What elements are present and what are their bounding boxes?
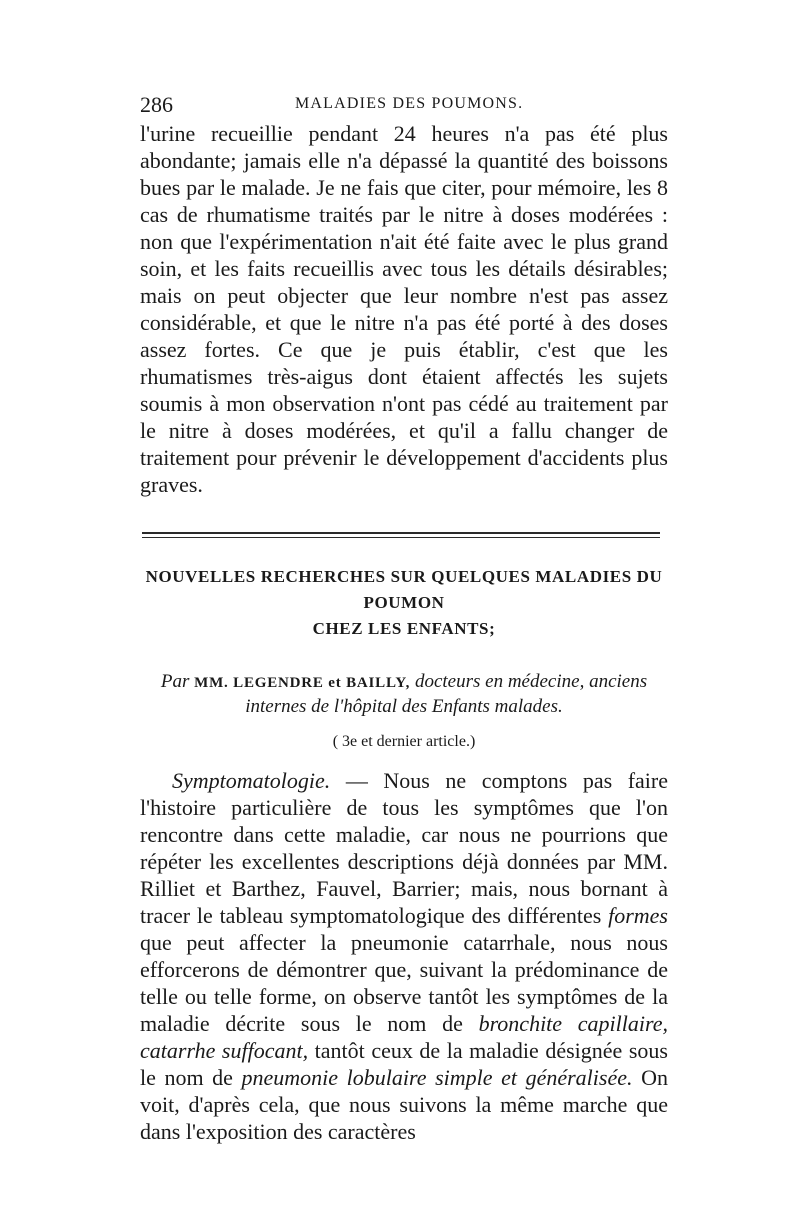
- italic-pneumonie-lobulaire: pneumonie lobulaire simple et généralisée.: [241, 1065, 633, 1090]
- paragraph-urine-results: l'urine recueillie pendant 24 heures n'a pas été plus abondante; jamais elle n'a dépassé la quantité des boissons bues par le malade. Je ne fais que citer, pour mémoire, les 8 cas de rhumatisme traités par le nitre à doses modérées : non que l'expérimentation n'ait été faite avec le plus grand soin, et les faits recueillis avec tous les détails désirables; mais on peut objecter que leur nombre n'est pas assez considérable, et que le nitre n'a pas été porté à des doses assez fortes. Ce que je puis établir, c'est que les rhumatismes très-aigus dont étaient affectés les sujets soumis à mon observation n'ont pas cédé au traitement par le nitre à doses modérées, et qu'il a fallu changer de traitement pour prévenir le développement d'accidents plus graves.: [140, 121, 668, 497]
- running-header: [140, 92, 668, 120]
- article-title: [140, 564, 668, 642]
- divider-line-bottom: [142, 537, 660, 538]
- paragraph-text-part1: — Nous ne comptons pas faire l'histoire particulière de tous les symptômes que l'on rencontre dans cette maladie, car nous ne pourrions que répéter les excellentes descriptions déjà données par MM. Rilliet et Barthez, Fauvel, Barrier; mais, nous bornant à tracer le tableau symptomatologique des différentes: [140, 768, 668, 928]
- page-number: 286: [140, 92, 173, 117]
- section-heading-symptomatologie: Symptomatologie.: [172, 768, 331, 793]
- paragraph-text-part4: On voit, d'après cela, que nous suivons la même marche que dans l'exposition des caractères: [140, 1065, 668, 1144]
- italic-bronchite-capillaire: bronchite capillaire, catarrhe suffocant,: [140, 1011, 668, 1063]
- running-title: MALADIES DES POUMONS.: [295, 95, 524, 112]
- article-byline: [140, 670, 668, 719]
- paragraph-symptomatology: [140, 767, 668, 1145]
- divider-line-top: [142, 532, 660, 534]
- byline-credentials: docteurs en médecine, anciens internes de l'hôpital des Enfants malades.: [245, 671, 648, 717]
- article-title-line2: CHEZ LES ENFANTS;: [312, 619, 496, 638]
- paragraph-text-part2: que peut affecter la pneumonie catarrhale, nous nous efforcerons de démontrer que, suivant la prédominance de telle ou telle forme, on observe tantôt les symptômes de la maladie décrite sous le nom de: [140, 930, 668, 1036]
- article-title-line1: NOUVELLES RECHERCHES SUR QUELQUES MALADIES DU POUMON: [145, 567, 663, 612]
- paragraph-text-part3: tantôt ceux de la maladie désignée sous le nom de: [140, 1038, 668, 1090]
- italic-formes: formes: [608, 903, 668, 928]
- section-divider: [142, 532, 660, 538]
- byline-prefix: Par: [160, 671, 190, 692]
- book-page: [140, 92, 668, 1145]
- article-part-note: ( 3e et dernier article.): [332, 733, 476, 750]
- byline-authors: MM. LEGENDRE et BAILLY,: [194, 675, 411, 691]
